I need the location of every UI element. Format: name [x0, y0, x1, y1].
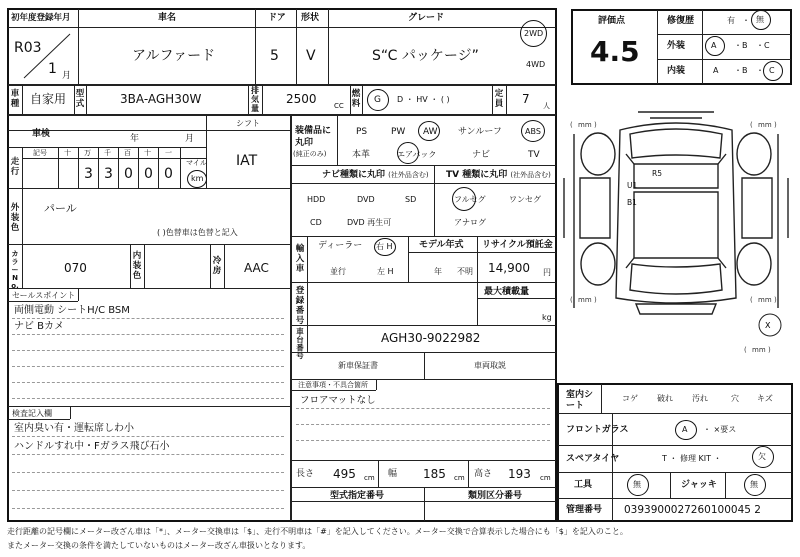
kind-label: 車種 [10, 89, 20, 109]
model-year-label: モデル年式 [419, 240, 464, 250]
tv-label-sub: (社外品含む) [510, 171, 551, 179]
interior-sheet-label: 室内シート [566, 390, 594, 411]
model-year-unknown: 不明 [457, 267, 473, 276]
sheet-ana: 穴 [731, 394, 739, 403]
model-label: 型式 [75, 89, 85, 109]
recycle-label: リサイクル預託金 [482, 240, 553, 250]
width-value: 185 [423, 467, 446, 481]
inspection-label: 車検 [32, 129, 51, 139]
fuel-g: G [374, 95, 381, 105]
kind-value: 自家用 [30, 92, 67, 106]
length-label: 長さ [296, 469, 315, 479]
capacity-value: 7 [522, 92, 530, 106]
mileage-km: km [191, 174, 204, 183]
reg-year-label: 初年度登録年月 [11, 13, 71, 23]
tv-fullseg: フルセグ [454, 195, 486, 204]
height-unit: cm [540, 474, 551, 482]
shift-value: IAT [236, 153, 258, 169]
cc-unit: CC [334, 102, 344, 110]
interior-grade-c: C [769, 66, 775, 75]
equip-pw: PW [391, 127, 406, 137]
equip-ps: PS [356, 127, 368, 137]
import-right: 右 H [376, 242, 393, 251]
mark-b1: B1 [627, 198, 637, 207]
import-parallel: 並行 [330, 267, 346, 276]
mm-mark-1: mm [578, 121, 592, 129]
equip-leather: 本革 [352, 150, 371, 160]
height-value: 193 [508, 467, 531, 481]
mgmt-value: 0393900027260100045 2 [624, 504, 761, 516]
color-note: ( )色替車は色替と記入 [157, 228, 238, 237]
max-load-label: 最大積載量 [484, 287, 530, 297]
inspection-year: 年 [130, 134, 140, 144]
tools-label: 工具 [574, 480, 593, 490]
mark-ketsu: X [765, 321, 771, 330]
drive-2wd: 2WD [524, 29, 544, 38]
navi-label [322, 171, 429, 180]
exterior-dot-2: ・ [756, 41, 764, 50]
import-dealer: ディーラー [318, 241, 363, 251]
mm-mark-4: mm [758, 296, 772, 304]
interior-grade-b [734, 67, 748, 75]
color-no-label: カラーNo. [11, 250, 19, 290]
shape-label: 形状 [301, 13, 320, 23]
mm-mark-3: mm [578, 296, 592, 304]
digit-4: 0 [144, 166, 153, 182]
mm-mark-5: mm [752, 346, 766, 354]
interior-dot-1: ・ [734, 66, 742, 75]
windshield-rest: ・ ×要ス [703, 425, 737, 434]
manual-label: 車両取説 [474, 361, 506, 370]
reg-era: R03 [14, 40, 42, 56]
drive-4wd: 4WD [526, 60, 546, 69]
digit-header-2: 千 [104, 149, 111, 157]
mark-u1: U1 [627, 181, 638, 190]
height-label: 高さ [474, 469, 493, 479]
repair-yes: 有 [727, 16, 735, 25]
spare-none: 欠 [758, 452, 766, 461]
sales-points-label: セールスポイント [12, 291, 76, 300]
tv-analog: アナログ [454, 218, 486, 227]
equipment-label-1: 装備品に [295, 126, 332, 136]
svg-text:): ) [774, 121, 777, 129]
equip-aw: AW [423, 127, 438, 137]
exterior-dot-1: ・ [734, 41, 742, 50]
notes-value: フロアマットなし [300, 395, 376, 406]
digit-5: 0 [164, 166, 173, 182]
tv-oneseg: ワンセグ [509, 195, 541, 204]
digit-header-4: 十 [144, 149, 151, 157]
navi-dvd: DVD [357, 195, 375, 204]
tv-label [446, 171, 551, 180]
capacity-unit: 人 [543, 102, 550, 110]
sheet-kizu: キズ [757, 394, 773, 403]
mileage-mile: マイル [186, 159, 207, 167]
shift-label: シフト [236, 119, 260, 128]
equip-navi: ナビ [472, 150, 491, 160]
sheet-yabure: 破れ [657, 394, 673, 403]
reg-number-label: 登録番号 [295, 286, 305, 326]
sheet-yogore: 汚れ [692, 394, 708, 403]
exterior-label: 外装 [667, 41, 686, 51]
digit-2: 3 [104, 166, 113, 182]
tv-label-text: TV 種類に丸印 [446, 170, 508, 180]
interior-grade-a: A [713, 66, 719, 75]
equip-tv: TV [528, 150, 540, 160]
door-value: 5 [270, 48, 279, 64]
chassis-value: AGH30-9022982 [381, 331, 481, 345]
shape-value: V [306, 48, 316, 64]
car-name-label: 車名 [158, 13, 177, 23]
navi-cd: CD [310, 218, 322, 227]
svg-text:(: ( [750, 121, 753, 129]
svg-text:): ) [594, 121, 597, 129]
score-label: 評価点 [598, 16, 626, 26]
repair-sep: ・ [742, 16, 750, 25]
recycle-unit: 円 [543, 268, 551, 277]
exterior-grade-c [756, 42, 770, 50]
sales-point-line-2: ナビ Bカメ [14, 321, 65, 332]
navi-hdd: HDD [307, 195, 326, 204]
repair-label: 修復歴 [667, 16, 695, 26]
mileage-kigou: 記号 [33, 149, 47, 157]
sales-point-line-1: 両側電動 シートH/C BSM [14, 305, 130, 316]
recycle-value: 14,900 [488, 261, 530, 275]
class-number-label: 類別区分番号 [468, 491, 523, 501]
width-label: 幅 [388, 469, 398, 479]
warranty-label: 新車保証書 [338, 361, 378, 370]
inspector-line-2: ハンドルすれ中・Fガラス飛び石小 [14, 441, 170, 452]
digit-header-3: 百 [124, 149, 131, 157]
color-no-value: 070 [64, 261, 87, 275]
svg-text:(: ( [744, 346, 747, 354]
digit-header-1: 万 [84, 149, 91, 157]
equip-sunroof: サンルーフ [458, 127, 502, 137]
cc-value: 2500 [286, 92, 317, 106]
svg-text:(: ( [570, 296, 573, 304]
digit-1: 3 [84, 166, 93, 182]
digit-3: 0 [124, 166, 133, 182]
notes-label: 注意事項・不具合箇所 [298, 381, 368, 389]
color-label: 外装色 [10, 203, 20, 233]
width-unit: cm [454, 474, 465, 482]
footer-line-2: またメーター交換の条件を満たしていないものはメーター改ざん車扱いとなります。 [7, 541, 311, 550]
import-left: 左 H [377, 267, 394, 276]
exterior-c-text: C [764, 41, 770, 50]
cc-label: 排気量 [251, 86, 259, 113]
svg-text:(: ( [570, 121, 573, 129]
inspection-month: 月 [185, 134, 195, 144]
mark-r5: R5 [652, 169, 662, 178]
interior-color-label: 内装色 [132, 251, 142, 281]
windshield-label: フロントガラス [566, 425, 629, 435]
svg-text:(: ( [750, 296, 753, 304]
navi-label-text: ナビ種類に丸印 [322, 170, 386, 180]
model-year-year: 年 [434, 267, 442, 276]
car-name-value: アルファード [132, 48, 216, 64]
jack-value: 無 [750, 480, 758, 489]
digit-header-0: 十 [64, 149, 71, 157]
windshield-value: A [682, 425, 688, 434]
inspector-label: 検査記入欄 [12, 409, 52, 418]
sheet-koge: コゲ [622, 394, 638, 403]
door-label: ドア [268, 13, 286, 23]
model-value: 3BA-AGH30W [120, 92, 202, 106]
repair-no: 無 [756, 15, 764, 24]
exterior-b-text: B [742, 41, 748, 50]
mm-mark-2: mm [758, 121, 772, 129]
interior-label: 内装 [667, 66, 686, 76]
mgmt-label: 管理番号 [566, 505, 603, 515]
svg-text:): ) [594, 296, 597, 304]
jack-label: ジャッキ [681, 480, 717, 490]
digit-header-5: 一 [165, 149, 172, 157]
mileage-label: 走行 [10, 157, 20, 177]
interior-b-text: B [742, 66, 748, 75]
length-unit: cm [364, 474, 375, 482]
inspector-line-1: 室内臭い有・運転席しわ小 [14, 423, 134, 434]
exterior-grade-a: A [711, 41, 717, 50]
spare-label: スペアタイヤ [566, 454, 620, 464]
equip-airbag: エアバック [397, 150, 437, 159]
max-load-unit: kg [542, 313, 552, 322]
month-unit: 月 [62, 71, 72, 81]
tools-value: 無 [633, 480, 641, 489]
import-label: 輸入車 [295, 244, 305, 274]
interior-dot-2: ・ [756, 66, 764, 75]
equipment-label-3: (純正のみ) [293, 150, 327, 158]
color-value: パール [44, 202, 77, 215]
length-value: 495 [333, 467, 356, 481]
equip-abs: ABS [525, 127, 541, 136]
exterior-grade-b [734, 42, 748, 50]
fuel-label: 燃料 [351, 89, 361, 109]
ac-label: 冷房 [212, 256, 222, 276]
grade-label: グレード [408, 13, 445, 23]
capacity-label: 定員 [494, 89, 504, 109]
navi-label-sub: (社外品含む) [388, 171, 429, 179]
navi-sd: SD [405, 195, 417, 204]
ac-value: AAC [244, 261, 269, 275]
spare-value: T ・ 修理 KIT ・ [662, 454, 722, 463]
navi-dvd-play: DVD 再生可 [347, 218, 392, 227]
score-value: 4.5 [590, 35, 640, 68]
footer-line-1: 走行距離の記号欄にメーター改ざん車は「*」、メーター交換車は「$」、走行不明車は「#」を記入してください。メーター交換で合算表示した場合にも「$」を記入のこと。 [7, 527, 628, 536]
svg-text:): ) [768, 346, 771, 354]
fuel-rest: D ・ HV ・ ( ) [397, 95, 450, 104]
chassis-label: 車台番号 [296, 327, 304, 360]
car-damage-diagram [560, 108, 792, 378]
grade-value: S“C パッケージ” [372, 48, 479, 64]
reg-month: 1 [48, 61, 57, 77]
svg-text:): ) [774, 296, 777, 304]
type-designation-label: 型式指定番号 [330, 491, 385, 501]
equipment-label-2: 丸印 [295, 138, 314, 148]
